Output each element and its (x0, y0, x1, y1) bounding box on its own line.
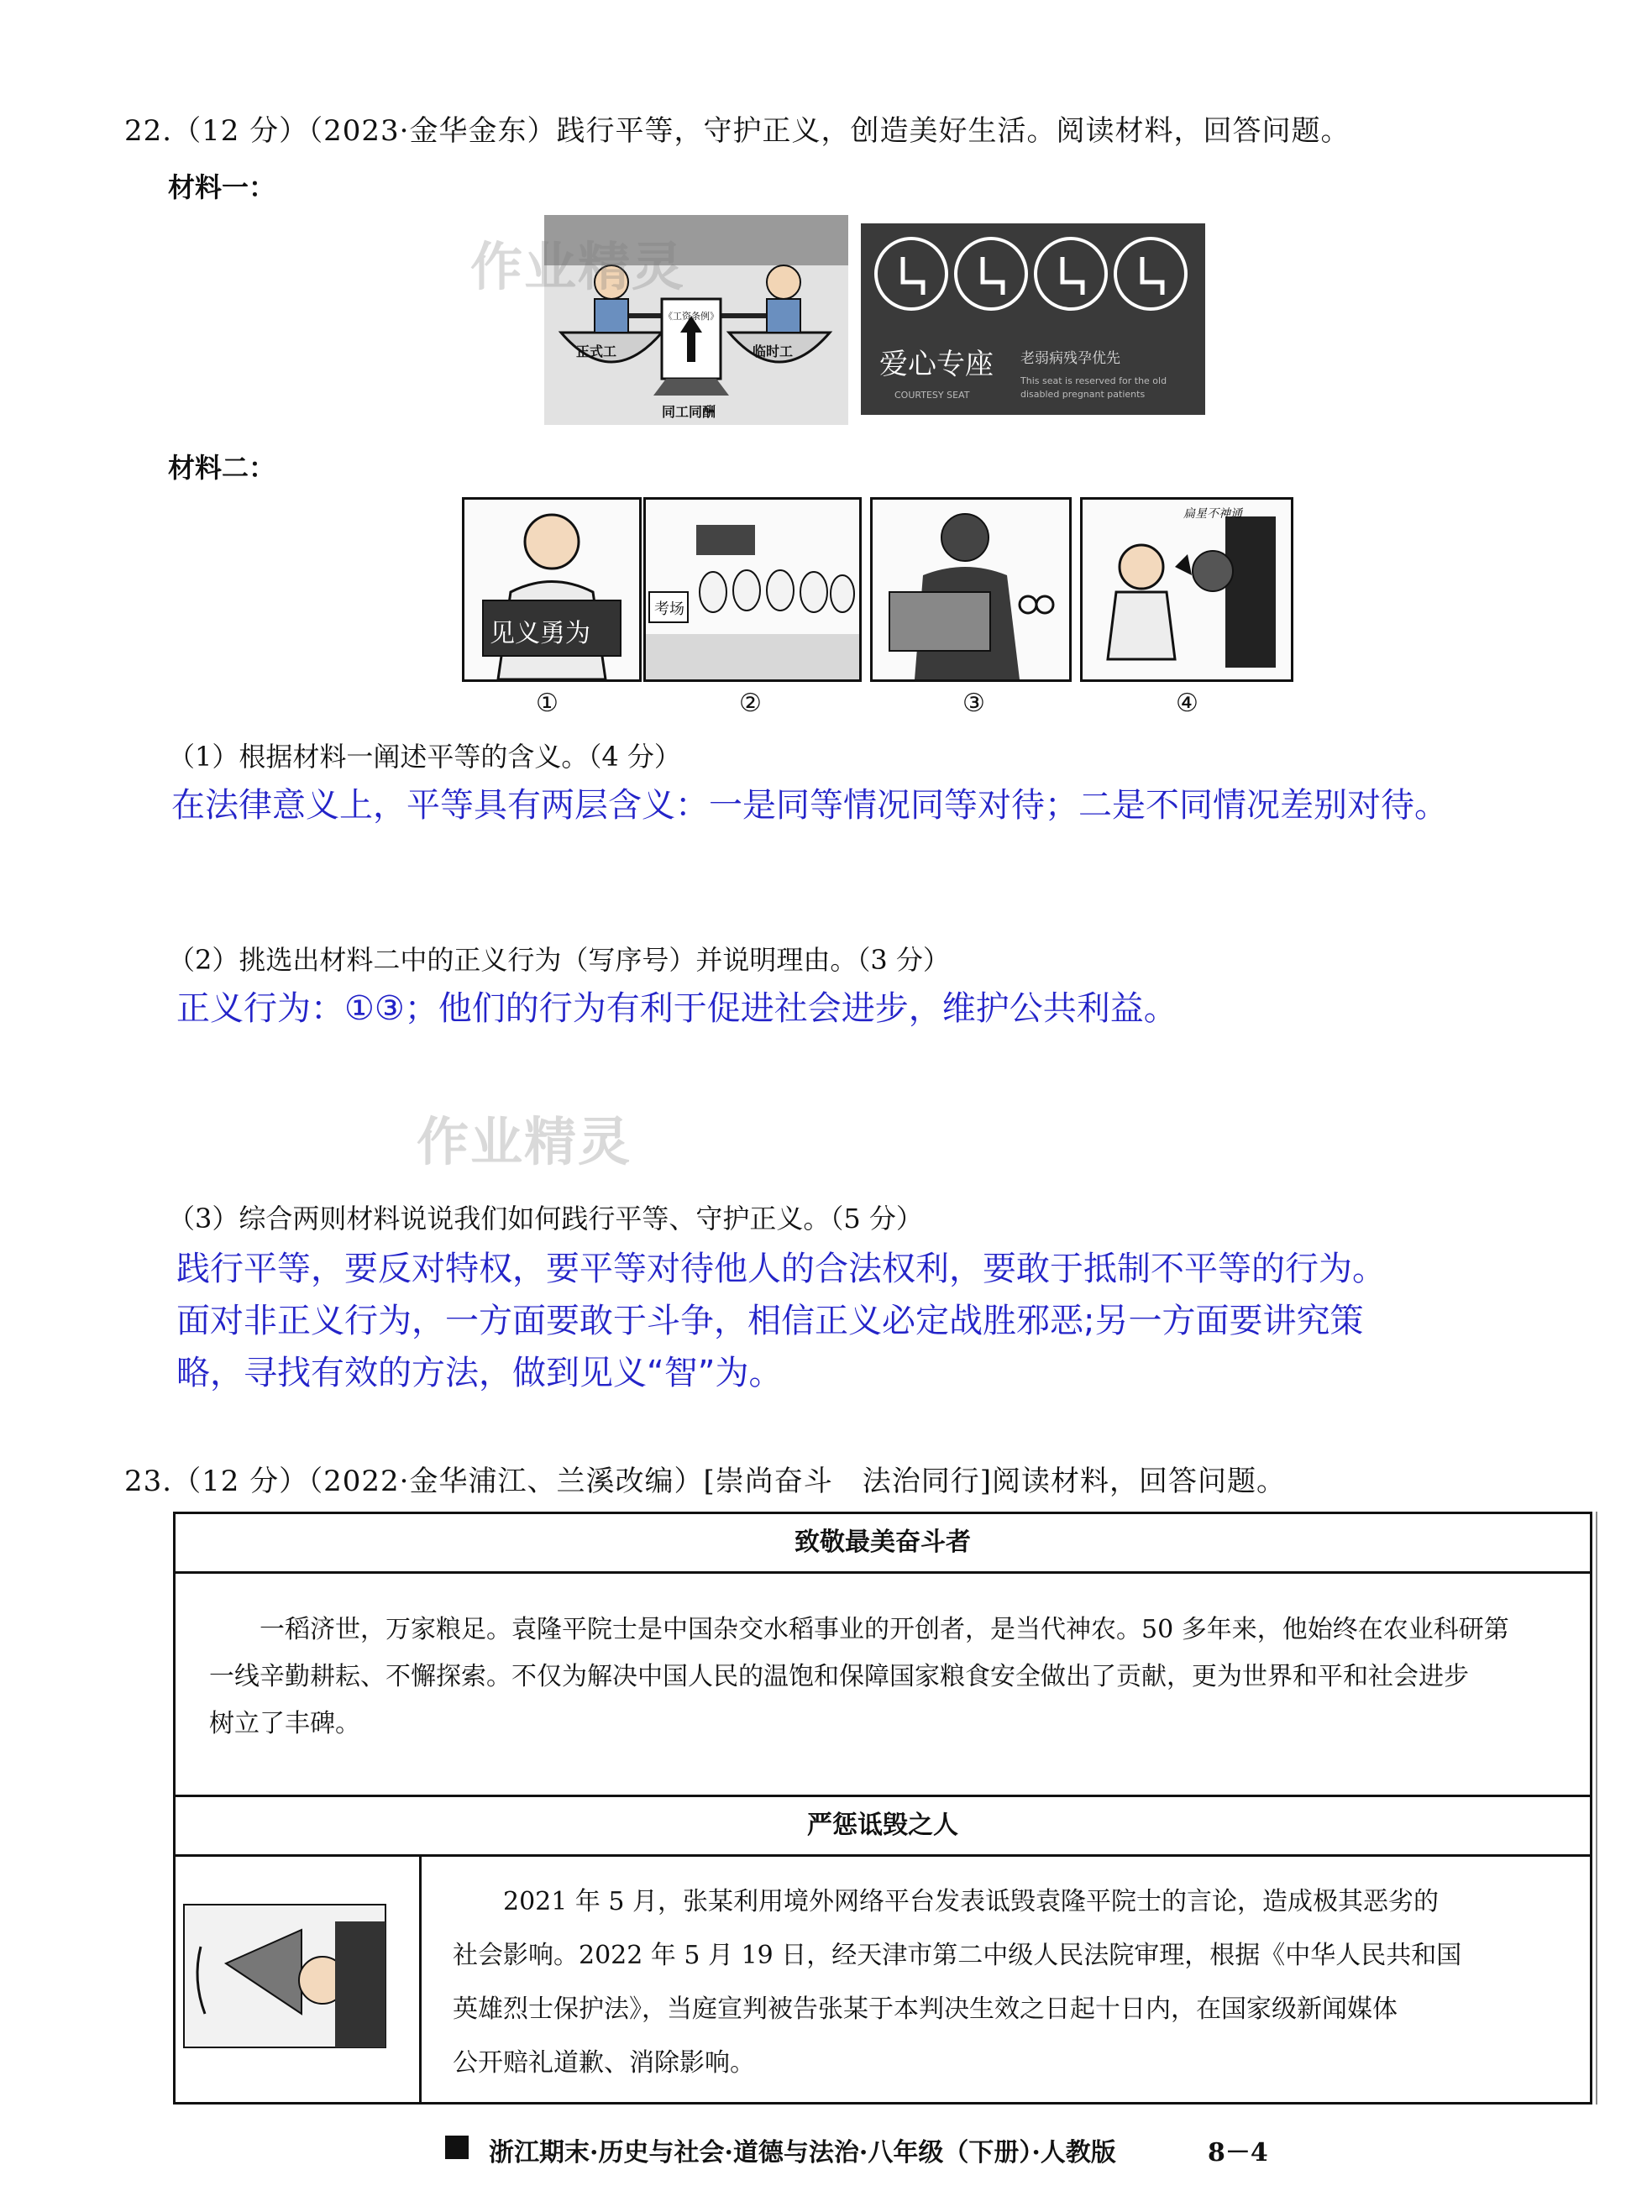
scale-left-tag: 正式工 (576, 343, 617, 359)
q22-sub3-answer-line-2: 面对非正义行为，一方面要敢于斗争，相信正义必定战胜邪恶;另一方面要讲究策 (176, 1302, 1364, 1340)
seat-sign-title: 爱心专座 (879, 348, 994, 381)
cartoon-3 (870, 497, 1072, 682)
cartoon-2 (643, 497, 862, 682)
footer-page-number: 8－4 (1208, 2138, 1268, 2167)
q22-sub3-question: （3）综合两则材料说说我们如何践行平等、守护正义。（5 分） (168, 1203, 923, 1234)
section1-line-2: 一线辛勤耕耘、不懈探索。不仅为解决中国人民的温饱和保障国家粮食安全做出了贡献，更为世界和平和社会进步 (209, 1662, 1469, 1691)
table-right-edge-line (1596, 1512, 1597, 2105)
q22-sub1-question: （1）根据材料一阐述平等的含义。（4 分） (168, 741, 681, 773)
section2-line-1: 2021 年 5 月，张某利用境外网络平台发表诋毁袁隆平院士的言论，造成极其恶劣的 (503, 1887, 1440, 1916)
scale-base-tag: 同工同酬 (662, 404, 716, 420)
q22-sub3-answer-line-3: 略，寻找有效的方法，做到见义“智”为。 (176, 1354, 783, 1392)
scale-book-title: 《工资条例》 (663, 311, 719, 322)
cartoon-1-sign: 见义勇为 (490, 619, 590, 648)
footer-square-icon (445, 2136, 469, 2159)
section1-line-3: 树立了丰碑。 (209, 1709, 360, 1738)
watermark-1: 作业精灵 (470, 236, 686, 297)
q23-material-table (173, 1512, 1592, 2105)
section2-line-3: 英雄烈士保护法》，当庭宣判被告张某于本判决生效之日起十日内，在国家级新闻媒体 (453, 1994, 1398, 2024)
footer-title: 浙江期末·历史与社会·道德与法治·八年级（下册）·人教版 (489, 2138, 1116, 2167)
seat-sign-english-2: This seat is reserved for the old disabled pregnant patients (1020, 375, 1167, 400)
q22-sub1-answer: 在法律意义上，平等具有两层含义：一是同等情况同等对待；二是不同情况差别对待。 (171, 786, 1448, 825)
seat-sign-subtitle: 老弱病残孕优先 (1020, 350, 1120, 367)
cartoon-4-speech: 扁星不神通 (1183, 507, 1242, 521)
material2-label: 材料二： (168, 452, 276, 484)
defamation-cartoon (176, 1854, 422, 2102)
section2-body (453, 1875, 1570, 2090)
seat-icons (861, 223, 1205, 324)
courtesy-seat-sign (861, 223, 1205, 415)
cartoon-3-number: ③ (962, 689, 985, 718)
cartoon-2-number: ② (739, 689, 762, 718)
q22-sub2-answer: 正义行为：①③；他们的行为有利于促进社会进步，维护公共利益。 (176, 989, 1177, 1028)
section2-title: 严惩诋毁之人 (176, 1795, 1590, 1857)
q23-header: 23.（12 分）（2022·金华浦江、兰溪改编）[崇尚奋斗 法治同行]阅读材料，回答问题。 (124, 1465, 1287, 1498)
seat-sign-english-1: COURTESY SEAT (894, 390, 970, 401)
cartoon-4 (1080, 497, 1293, 682)
q22-header: 22.（12 分）（2023·金华金东）践行平等，守护正义，创造美好生活。阅读材料，回答问题。 (124, 114, 1350, 148)
section1-line-1: 一稻济世，万家粮足。袁隆平院士是中国杂交水稻事业的开创者，是当代神农。50 多年来，他始终在农业科研第 (260, 1615, 1509, 1644)
material1-label: 材料一： (168, 171, 276, 203)
cartoon-1 (462, 497, 642, 682)
section2-line-2: 社会影响。2022 年 5 月 19 日，经天津市第二中级人民法院审理，根据《中华人民共和国 (453, 1941, 1462, 1970)
cartoon-4-number: ④ (1176, 689, 1198, 718)
watermark-2: 作业精灵 (417, 1111, 632, 1172)
section2-line-4: 公开赔礼道歉、消除影响。 (453, 2048, 755, 2078)
cartoon-2-sign: 考场 (654, 600, 684, 618)
section1-body (209, 1607, 1578, 1748)
scale-right-tag: 临时工 (753, 343, 794, 359)
q22-sub2-question: （2）挑选出材料二中的正义行为（写序号）并说明理由。（3 分） (168, 944, 950, 976)
cartoon-1-number: ① (536, 689, 559, 718)
section1-title: 致敬最美奋斗者 (176, 1514, 1590, 1574)
q22-sub3-answer-line-1: 践行平等，要反对特权，要平等对待他人的合法权利，要敢于抵制不平等的行为。 (176, 1250, 1386, 1288)
